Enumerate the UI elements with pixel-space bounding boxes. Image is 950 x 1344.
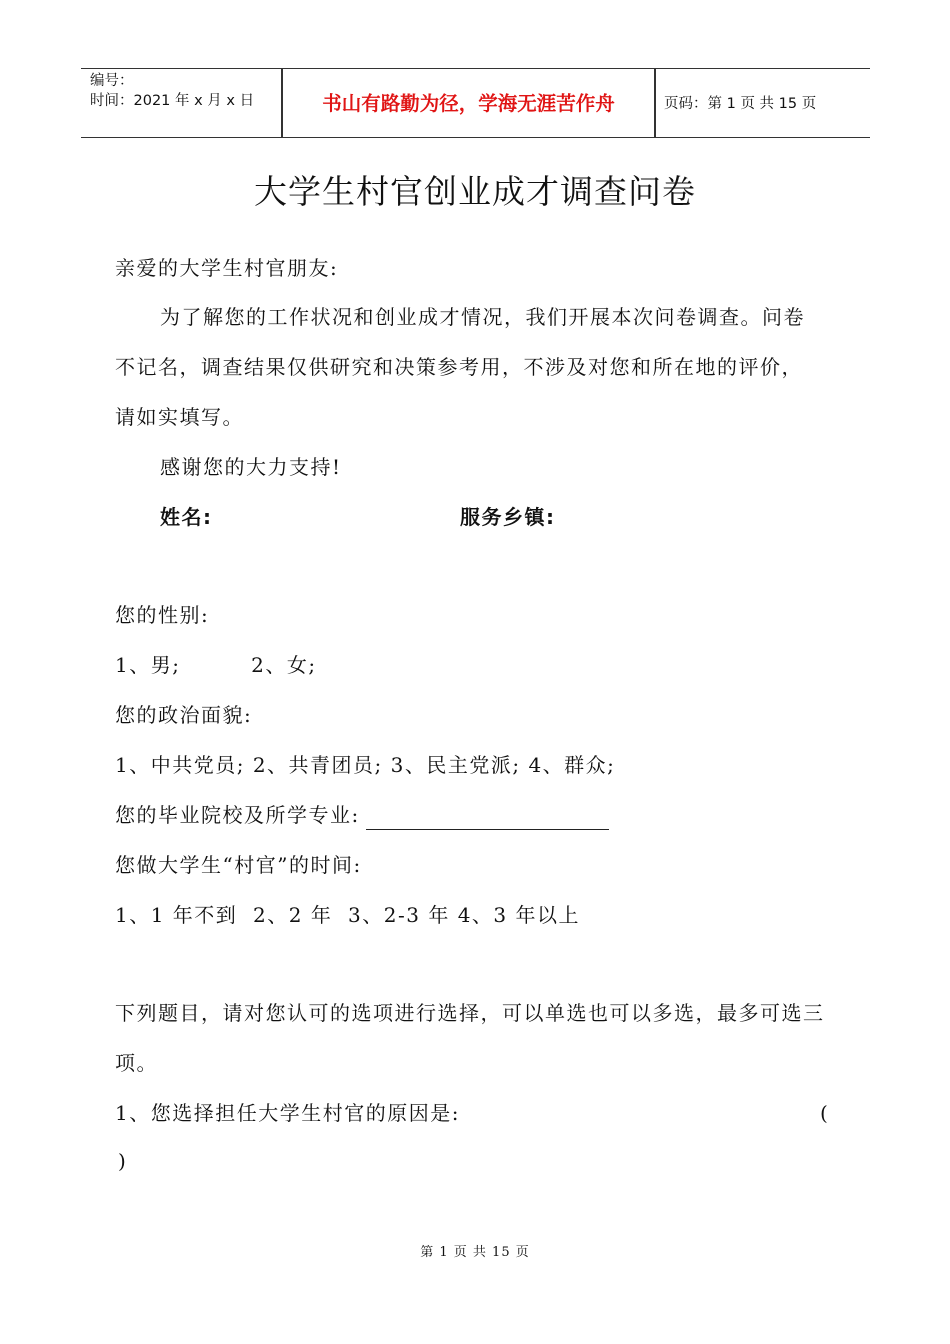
document-title: 大学生村官创业成才调查问卷 <box>254 172 696 211</box>
question-political-status: 您的政治面貌: <box>115 703 253 727</box>
intro-paragraph-line: 请如实填写。 <box>115 405 244 429</box>
document-time-label: 时间：2021 年 x 月 x 日 <box>90 93 255 109</box>
question-school-major-label: 您的毕业院校及所学专业: <box>115 803 360 827</box>
thanks-line: 感谢您的大力支持! <box>160 455 342 479</box>
question-duration: 您做大学生“村官”的时间: <box>115 853 362 877</box>
question-school-major <box>115 800 609 830</box>
township-field-label: 服务乡镇: <box>460 505 556 529</box>
answer-open-paren: ( <box>820 1101 828 1125</box>
intro-paragraph-line: 不记名，调查结果仅供研究和决策参考用，不涉及对您和所在地的评价， <box>115 355 803 379</box>
instruction-line: 项。 <box>115 1051 158 1075</box>
question-1: 1、您选择担任大学生村官的原因是: <box>115 1101 460 1125</box>
name-field-label: 姓名: <box>160 505 213 529</box>
gender-options: 1、男; 2、女; <box>115 653 317 677</box>
page-footer: 第 1 页 共 15 页 <box>420 1245 530 1260</box>
political-status-options: 1、中共党员; 2、共青团员; 3、民主党派; 4、群众; <box>115 753 616 777</box>
header-page-info: 页码：第 1 页 共 15 页 <box>664 96 817 112</box>
intro-paragraph-line: 为了解您的工作状况和创业成才情况，我们开展本次问卷调查。问卷 <box>160 305 805 329</box>
document-header <box>81 68 870 138</box>
answer-close-paren: ) <box>118 1149 126 1173</box>
instruction-line: 下列题目，请对您认可的选项进行选择，可以单选也可以多选，最多可选三 <box>115 1001 825 1025</box>
greeting: 亲爱的大学生村官朋友: <box>115 256 339 280</box>
header-motto: 书山有路勤为径，学海无涯苦作舟 <box>322 92 615 115</box>
document-number-label: 编号： <box>90 73 134 89</box>
header-divider <box>654 69 656 137</box>
school-major-blank[interactable] <box>366 805 609 830</box>
header-meta <box>90 71 280 111</box>
duration-options: 1、1 年不到 2、2 年 3、2-3 年 4、3 年以上 <box>115 903 580 927</box>
question-gender: 您的性别: <box>115 603 210 627</box>
